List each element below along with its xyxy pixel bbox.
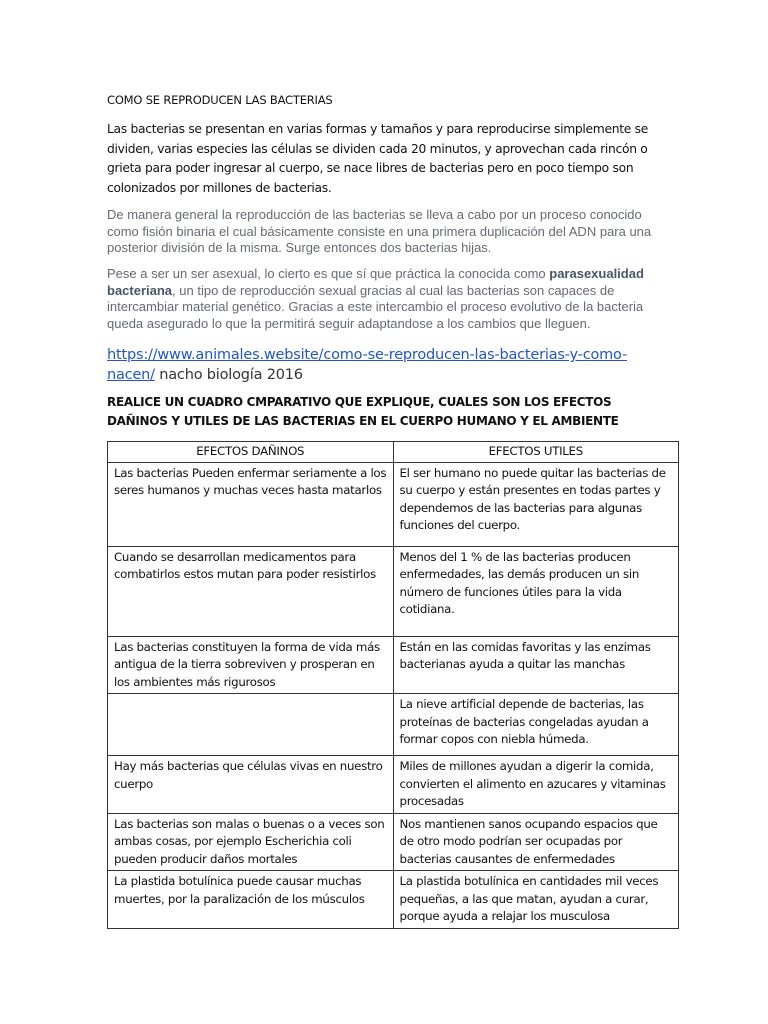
table-row [108,546,679,636]
comparison-table [107,441,679,929]
source-line [107,345,667,385]
table-row [108,636,679,694]
source-link[interactable]: https://www.animales.website/como-se-reproducen-las-bacterias-y-como-nacen/ [107,347,628,383]
harmful-cell [108,694,394,756]
useful-cell: La nieve artificial depende de bacterias, las proteínas de bacterias congeladas ayudan a formar copos con niebla húmeda. [393,694,679,756]
table-row [108,813,679,871]
document-title: COMO SE REPRODUCEN LAS BACTERIAS [107,93,333,107]
useful-cell: Miles de millones ayudan a digerir la comida, convierten el alimento en azucares y vitaminas procesadas [393,756,679,814]
useful-cell: La plastida botulínica en cantidades mil veces pequeñas, a las que matan, ayudan a curar, porque ayuda a relajar los musculosa [393,871,679,929]
task-instruction: REALICE UN CUADRO CMPARATIVO QUE EXPLIQUE, CUALES SON LOS EFECTOS DAÑINOS Y UTILES DE LAS BACTERIAS EN EL CUERPO HUMANO Y EL AMBIENTE [107,395,619,428]
parasexuality-bold-term: parasexualidad bacteriana [107,266,644,298]
useful-cell: Están en las comidas favoritas y las enzimas bacterianas ayuda a quitar las manchas [393,636,679,694]
useful-cell: Menos del 1 % de las bacterias producen enfermedades, las demás producen un sin número de funciones útiles para la vida cotidiana. [393,546,679,636]
parasexuality-text-after: , un tipo de reproducción sexual gracias al cual las bacterias son capaces de intercambiar material genético. Gracias a este intercambio el proceso evolutivo de la bacteria queda asegurado lo que la permitirá seguir adaptandose a los cambios que lleguen. [107,282,644,331]
header-harmful-effects: EFECTOS DAÑINOS [108,442,394,463]
fission-paragraph: De manera general la reproducción de las bacterias se lleva a cabo por un proceso conocido como fisión binaria el cual básicamente consiste en una primera duplicación del ADN para una posterior división de la misma. Surge entonces dos bacterias hijas. [107,207,652,255]
harmful-cell: Las bacterias constituyen la forma de vida más antigua de la tierra sobreviven y prosperan en los ambientes más rigurosos [108,636,394,694]
header-useful-effects: EFECTOS UTILES [393,442,679,463]
harmful-cell: La plastida botulínica puede causar muchas muertes, por la paralización de los músculos [108,871,394,929]
table-header-row [108,442,679,463]
useful-cell: El ser humano no puede quitar las bacterias de su cuerpo y están presentes en todas partes y dependemos de las bacterias para algunas funciones del cuerpo. [393,462,679,546]
harmful-cell: Cuando se desarrollan medicamentos para combatirlos estos mutan para poder resistirlos [108,546,394,636]
source-credit: nacho biología 2016 [154,367,303,383]
parasexuality-text-before: Pese a ser un ser asexual, lo cierto es que sí que práctica la conocida como [107,266,550,281]
table-row [108,694,679,756]
useful-cell: Nos mantienen sanos ocupando espacios que de otro modo podrían ser ocupadas por bacterias causantes de enfermedades [393,813,679,871]
table-row [108,462,679,546]
harmful-cell: Las bacterias son malas o buenas o a veces son ambas cosas, por ejemplo Escherichia coli pueden producir daños mortales [108,813,394,871]
harmful-cell: Hay más bacterias que células vivas en nuestro cuerpo [108,756,394,814]
harmful-cell: Las bacterias Pueden enfermar seriamente a los seres humanos y muchas veces hasta matarlos [108,462,394,546]
table-row [108,756,679,814]
intro-paragraph: Las bacterias se presentan en varias formas y tamaños y para reproducirse simplemente se dividen, varias especies las células se dividen cada 20 minutos, y aprovechan cada rincón o grieta para poder ingresar al cuerpo, se nace libres de bacterias pero en poco tiempo son colonizados por millones de bacterias. [107,122,648,195]
table-row [108,871,679,929]
parasexuality-paragraph [107,266,672,332]
